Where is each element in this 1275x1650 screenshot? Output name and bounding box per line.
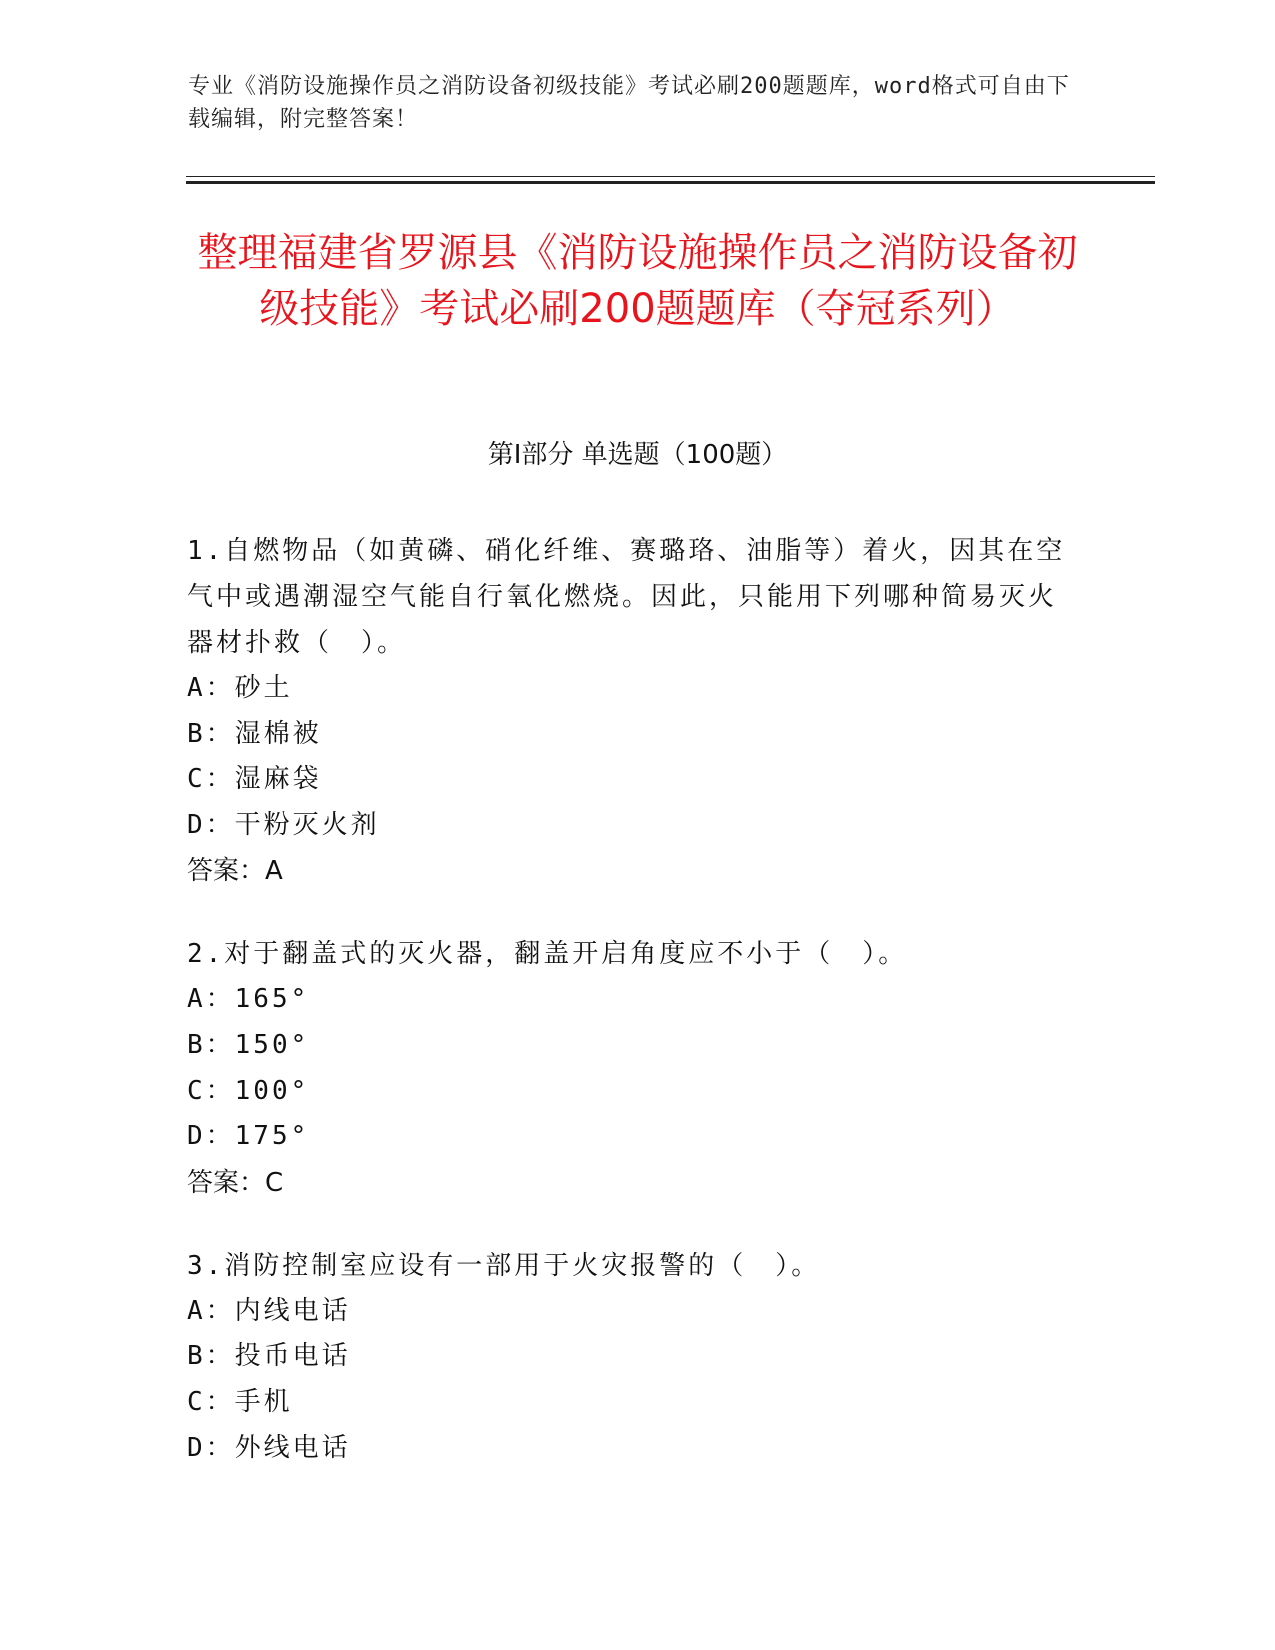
question-list <box>187 528 1067 1508</box>
option-b: B：150° <box>187 1029 310 1060</box>
header-divider-thin <box>186 176 1155 177</box>
header-divider-thick <box>186 181 1155 184</box>
document-title: 整理福建省罗源县《消防设施操作员之消防设备初级技能》考试必刷200题题库（夺冠系列） <box>197 230 1078 332</box>
option-a: A：165° <box>187 984 310 1015</box>
option-d: D：干粉灭火剂 <box>187 809 380 840</box>
answer: 答案：A <box>187 856 283 887</box>
option-a: A：内线电话 <box>187 1295 351 1326</box>
option-c: C：100° <box>187 1075 310 1106</box>
option-b: B：投币电话 <box>187 1341 351 1372</box>
option-c: C：湿麻袋 <box>187 764 322 795</box>
header-note: 专业《消防设施操作员之消防设备初级技能》考试必刷200题题库，word格式可自由下载编辑，附完整答案！ <box>188 74 1070 132</box>
question-stem: 2.对于翻盖式的灭火器，翻盖开启角度应不小于（ ）。 <box>187 939 908 970</box>
answer: 答案：C <box>187 1167 284 1198</box>
option-d: D：175° <box>187 1121 310 1152</box>
question-1 <box>187 528 1067 894</box>
question-2 <box>187 931 1067 1205</box>
option-d: D：外线电话 <box>187 1432 351 1463</box>
question-stem: 3.消防控制室应设有一部用于火灾报警的（ ）。 <box>187 1250 821 1281</box>
section-heading: 第Ⅰ部分 单选题（100题） <box>487 440 788 470</box>
question-3 <box>187 1243 1067 1471</box>
option-b: B：湿棉被 <box>187 718 322 749</box>
question-stem: 1.自燃物品（如黄磷、硝化纤维、赛璐珞、油脂等）着火，因其在空气中或遇潮湿空气能自行氧化燃烧。因此，只能用下列哪种简易灭火器材扑救（ ）。 <box>187 536 1066 658</box>
option-a: A：砂土 <box>187 673 293 703</box>
option-c: C：手机 <box>187 1386 293 1417</box>
